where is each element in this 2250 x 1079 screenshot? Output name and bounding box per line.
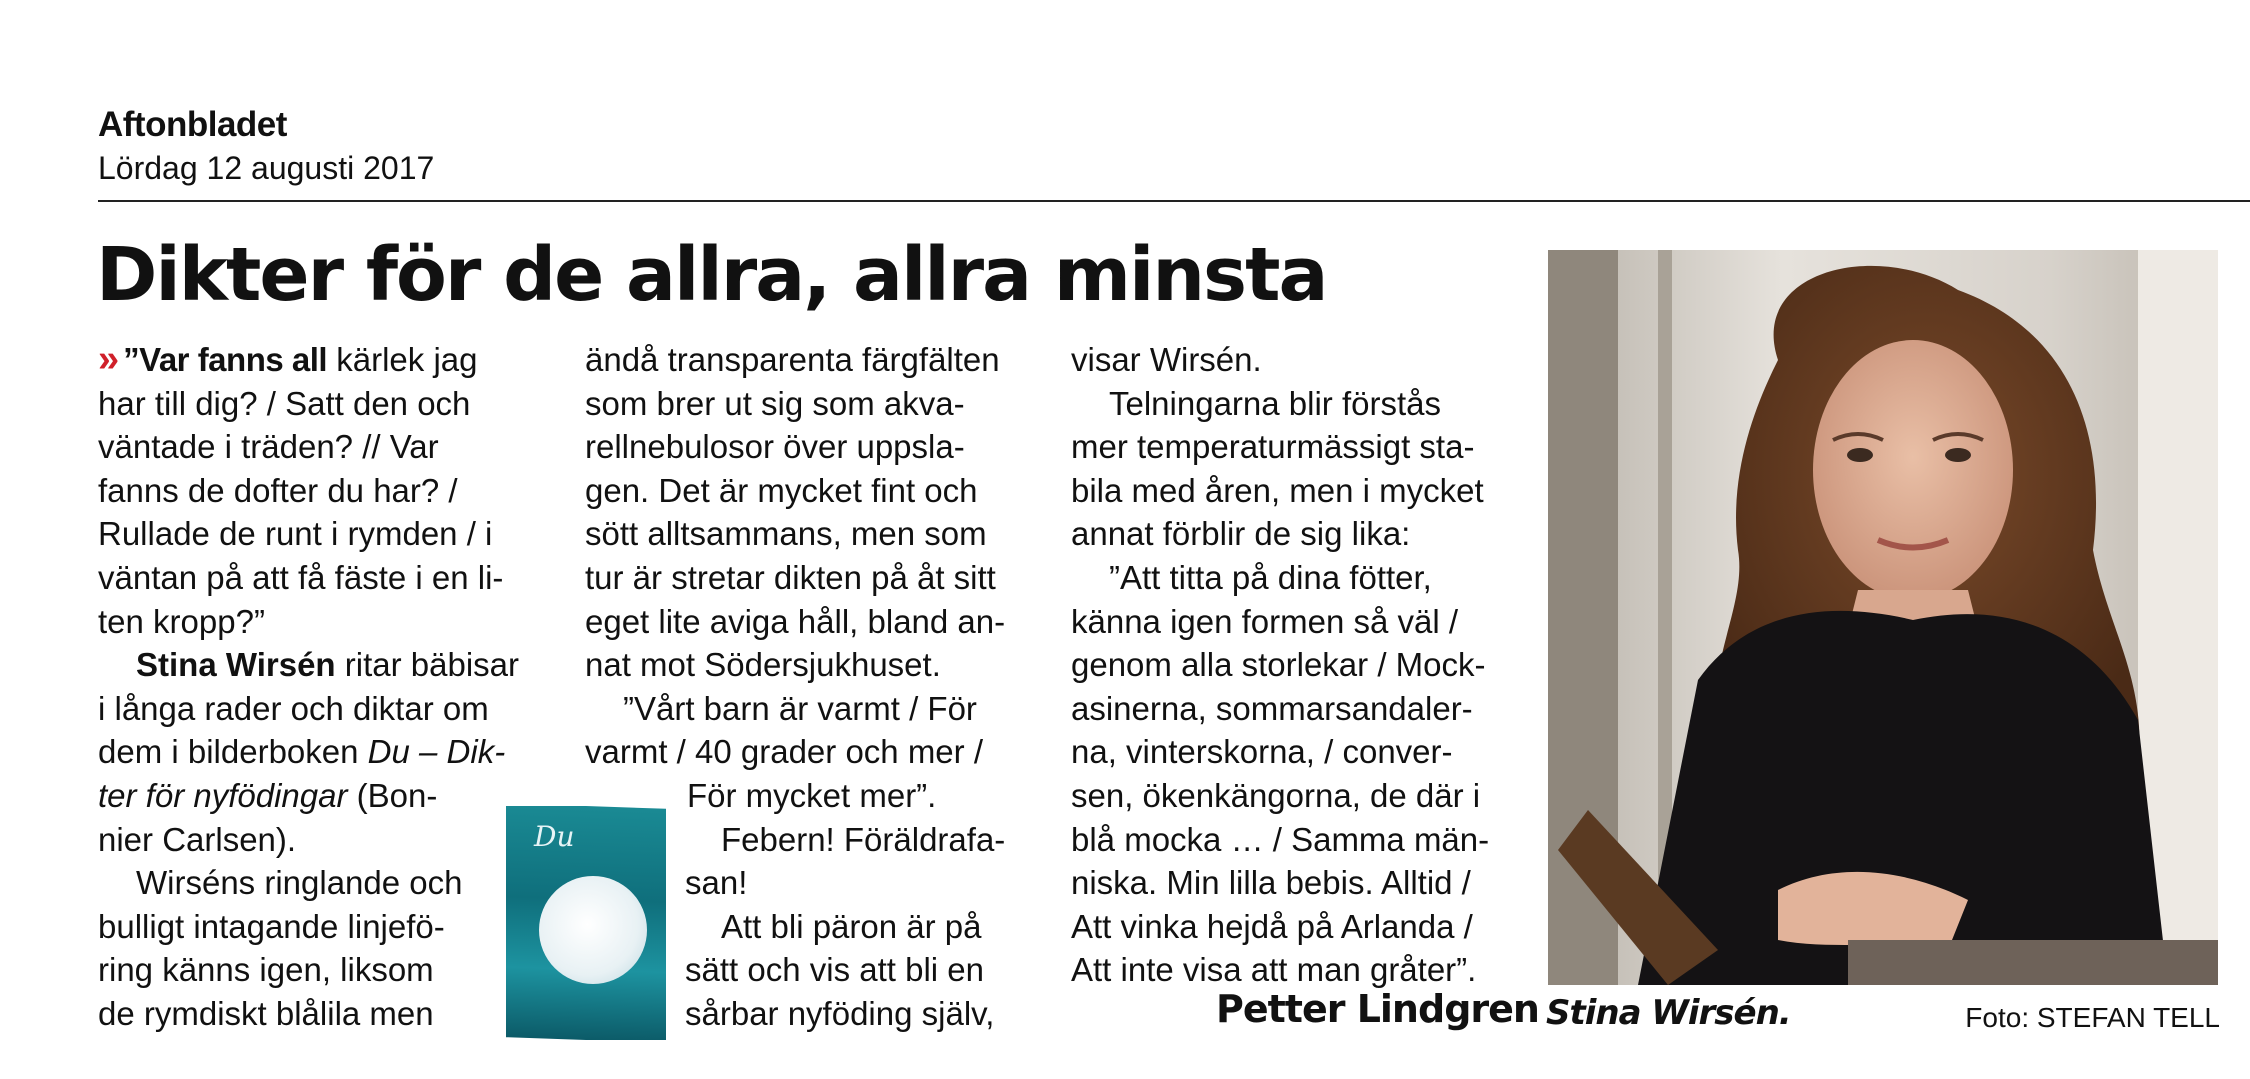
text-fragment: dem i bilderboken xyxy=(98,733,368,771)
text-line: ändå transparenta färgfälten xyxy=(585,341,1000,378)
text-line: de rymdiskt blålila men xyxy=(98,994,434,1032)
text-line: i långa rader och diktar om xyxy=(98,689,489,727)
text-line: rellnebulosor över uppsla- xyxy=(585,428,965,466)
text-line: mer temperaturmässigt sta- xyxy=(1071,428,1475,466)
text-line: sen, ökenkängorna, de där i xyxy=(1071,776,1481,814)
text-line: niska. Min lilla bebis. Alltid / xyxy=(1071,864,1471,902)
text-line: Att vinka hejdå på Arlanda / xyxy=(1071,907,1473,945)
text-line: väntan på att få fäste i en li- xyxy=(98,558,504,596)
text-line: gen. Det är mycket fint och xyxy=(585,471,978,509)
text-line: nat mot Södersjukhuset. xyxy=(585,646,941,684)
text-line: na, vinterskorna, / conver- xyxy=(1071,733,1453,771)
text-line: har till dig? / Satt den och xyxy=(98,384,471,422)
text-line: blå mocka … / Samma män- xyxy=(1071,820,1490,858)
text-line: ”Vårt barn är varmt / För xyxy=(623,689,977,727)
quote-arrow-icon: » xyxy=(98,338,114,380)
author-name: Stina Wirsén xyxy=(136,646,336,684)
text-line: Wirséns ringlande och xyxy=(136,864,463,902)
text-line xyxy=(98,774,538,818)
text-line: Rullade de runt i rymden / i xyxy=(98,515,493,553)
photo-credit: Foto: STEFAN TELL xyxy=(1965,1002,2220,1033)
text-line: asinerna, sommarsandaler- xyxy=(1071,689,1473,727)
text-line: annat förblir de sig lika: xyxy=(1071,515,1411,553)
article-headline: Dikter för de allra, allra minsta xyxy=(96,232,1327,318)
paper-name: Aftonbladet xyxy=(98,105,287,144)
text-line: Att inte visa att man gråter”. xyxy=(1071,951,1477,989)
text-fragment: ritar bäbisar xyxy=(335,646,519,684)
text-line: bulligt intagande linjefö- xyxy=(98,907,445,945)
text-line: känna igen formen så väl / xyxy=(1071,602,1459,640)
text-line xyxy=(98,643,538,687)
text-line: sätt och vis att bli en xyxy=(685,951,984,989)
text-line: ring känns igen, liksom xyxy=(98,951,434,989)
lead-bold-text: ”Var fanns all xyxy=(123,341,328,378)
text-line: ten kropp?” xyxy=(98,602,265,640)
text-line: Febern! Föräldrafa- xyxy=(721,820,1006,858)
moon-illustration-icon xyxy=(539,876,647,984)
text-line: varmt / 40 grader och mer / xyxy=(585,733,983,771)
text-line: nier Carlsen). xyxy=(98,820,297,858)
article-column-1 xyxy=(98,338,538,1036)
text-line: tur är stretar dikten på åt sitt xyxy=(585,558,996,596)
portrait-photo xyxy=(1548,250,2218,985)
text-line xyxy=(98,730,538,774)
text-line: som brer ut sig som akva- xyxy=(585,384,965,422)
text-line: Telningarna blir förstås xyxy=(1109,384,1441,422)
text-line: Att bli päron är på xyxy=(721,907,982,945)
text-line: För mycket mer”. xyxy=(687,776,937,814)
text-line: fanns de dofter du har? / xyxy=(98,471,458,509)
photo-caption: Stina Wirsén. xyxy=(1546,993,1791,1033)
text-line: genom alla storlekar / Mock- xyxy=(1071,646,1486,684)
book-cover-title: Du xyxy=(534,820,575,853)
text-line: visar Wirsén. xyxy=(1071,341,1262,378)
text-line: sårbar nyföding själv, xyxy=(685,994,995,1032)
lead-text: kärlek jag xyxy=(327,341,478,378)
text-fragment: (Bon- xyxy=(347,776,438,814)
text-line: eget lite aviga håll, bland an- xyxy=(585,602,1006,640)
text-line: bila med åren, men i mycket xyxy=(1071,471,1484,509)
article-byline: Petter Lindgren xyxy=(1216,987,1539,1031)
masthead xyxy=(98,104,434,188)
book-cover-image xyxy=(494,806,677,1040)
lead-line xyxy=(98,338,538,382)
text-line: sött alltsammans, men som xyxy=(585,515,987,553)
text-line: san! xyxy=(685,864,748,902)
book-title-text: ter för nyfödingar xyxy=(98,776,348,814)
masthead-divider xyxy=(98,200,2250,202)
portrait-illustration xyxy=(1548,250,2218,985)
text-line: ”Att titta på dina fötter, xyxy=(1109,558,1432,596)
publication-date: Lördag 12 augusti 2017 xyxy=(98,150,435,186)
book-title-text: Du – Dik- xyxy=(367,733,506,771)
article-column-3 xyxy=(1071,338,1511,992)
text-line: väntade i träden? // Var xyxy=(98,428,439,466)
